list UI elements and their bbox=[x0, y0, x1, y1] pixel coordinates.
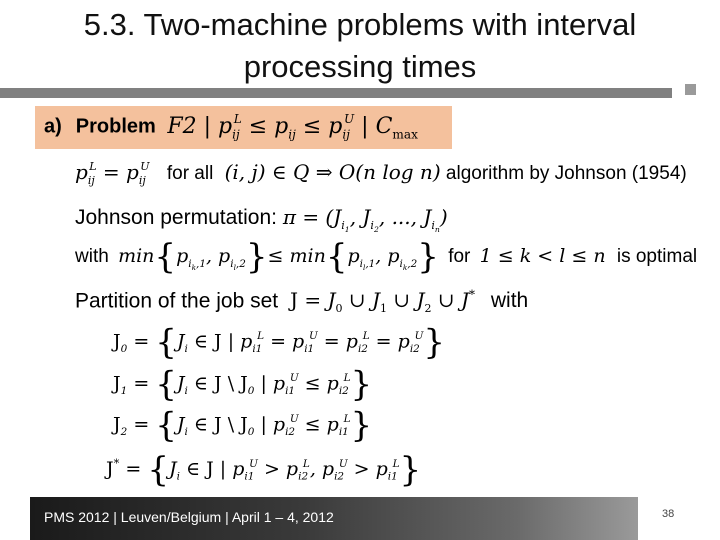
partition-formula: $J = J_0$ ∪ $J_1$ ∪ $J_2$ ∪ J* bbox=[289, 288, 476, 316]
slide-title-line1: 5.3. Two-machine problems with interval bbox=[83, 7, 637, 42]
set-j1-definition: $J_1 = \{J_i$ ∈ J \ $J_0$ | $p_{i1}^U \le p_{i2}^L$} bbox=[113, 364, 373, 405]
problem-heading bbox=[44, 112, 418, 141]
title-divider-square bbox=[685, 84, 696, 95]
slide-title bbox=[0, 4, 720, 88]
problem-word: Problem bbox=[75, 115, 156, 138]
optimal-text: is optimal bbox=[616, 246, 698, 267]
for-all-text: for all bbox=[166, 163, 214, 184]
set-j0-definition: $J_0 = \{J_i$ ∈ J | $p_{i1}^L = p_{i1}^U = p_{i2}^L = p_{i2}^U$} bbox=[113, 322, 446, 363]
title-divider-bar bbox=[0, 88, 672, 98]
optimality-line bbox=[75, 237, 698, 277]
page-number: 38 bbox=[662, 508, 675, 520]
complexity-formula: (i, j) ∈ Q ⇒ O(n log n) bbox=[224, 160, 441, 184]
johnson-permutation-line bbox=[75, 205, 448, 234]
equal-bounds-line bbox=[75, 160, 687, 187]
johnson-citation: algorithm by Johnson (1954) bbox=[445, 163, 687, 184]
equal-bounds-formula: $p_{ij}^L = p_{ij}^U$ bbox=[75, 160, 150, 187]
set-jstar-definition: $J^* = \{J_i$ ∈ J | $p_{i1}^U > p_{i2}^L$, $p_{i2}^U > p_{i1}^L$} bbox=[106, 449, 422, 490]
optimality-formula: $\min\{p_{i_k,1}$, $p_{i_l,2}\}\le \min\{p_{i_l,1}$, $p_{i_k,2}$} bbox=[118, 237, 439, 277]
with-text: with bbox=[75, 246, 109, 267]
index-range: 1 ≤ k < l ≤ n bbox=[479, 245, 606, 267]
set-j2-definition: $J_2 = \{J_i$ ∈ J \ $J_0$ | $p_{i2}^U \le p_{i1}^L$} bbox=[113, 405, 373, 446]
slide-title-line2: processing times bbox=[243, 49, 477, 84]
for-text: for bbox=[448, 246, 471, 267]
problem-notation: F2 | $p_{ij}^L \le p_{ij} \le p_{ij}^U$ | $C_{max}$ bbox=[167, 112, 418, 142]
partition-with: with bbox=[490, 289, 529, 313]
johnson-label: Johnson permutation: bbox=[75, 206, 277, 229]
footer-text: PMS 2012 | Leuven/Belgium | April 1 – 4, 2012 bbox=[44, 509, 334, 525]
problem-item-label: a) bbox=[44, 115, 62, 138]
partition-label: Partition of the job set bbox=[75, 289, 279, 313]
johnson-formula: $\pi = (J_{i_1}$, $J_{i_2}$, ..., $J_{i_n}$) bbox=[282, 205, 448, 235]
partition-line bbox=[75, 288, 528, 315]
footer-bar bbox=[30, 497, 638, 540]
